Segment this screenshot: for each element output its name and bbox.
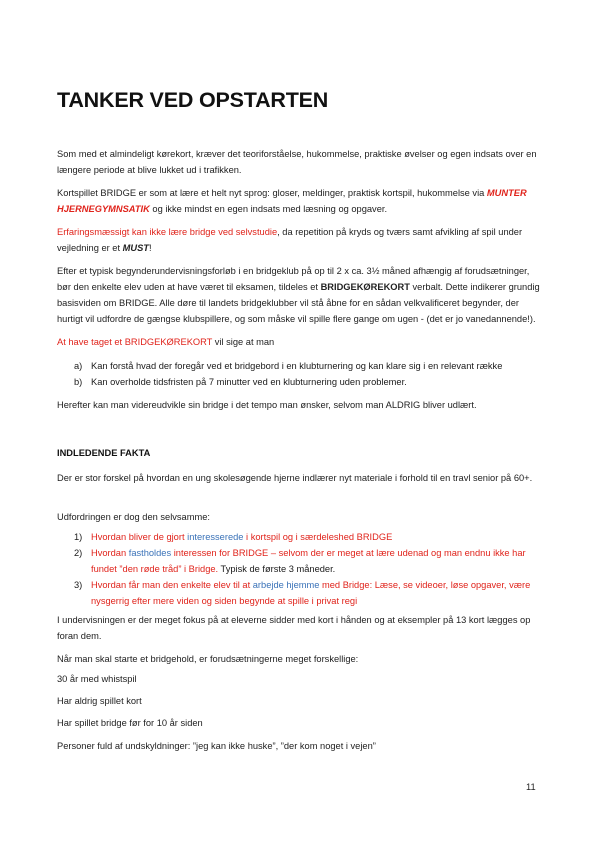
paragraph-further	[57, 397, 541, 413]
paragraph-course-text-c: verbalt. Dette indikerer grundig basisviden om BRIDGE. Alle døre til landets bridgeklubber vil stå åbne for en sådan velkvalificeret begynder, der hurtigt vil udfordre de gængse klubspillere, og som måske vil spille flere gange om ugen - (det er jo vanedannende!).	[57, 282, 540, 324]
list-item-text: Kan overholde tidsfristen på 7 minutter ved en klubturnering uden problemer.	[91, 377, 407, 387]
paragraph-never-played-text: Har aldrig spillet kort	[57, 696, 142, 706]
list-text-red: Hvordan bliver de gjort	[91, 532, 188, 542]
list-text-red: i kortspil og i særdeleshed BRIDGE	[243, 532, 393, 542]
paragraph-whist-text: 30 år med whistspil	[57, 674, 137, 684]
list-item	[57, 545, 541, 577]
paragraph-prerequisites-text: Når man skal starte et bridgehold, er forudsætningerne meget forskellige:	[57, 654, 359, 664]
list-text-blue: interesserede	[187, 532, 244, 542]
list-text-red: med Bridge: Læse, se videoer, løse opgaver, være nysgerrig efter mere viden og siden begynde at spille i privat regi	[91, 580, 531, 606]
paragraph-language-text-a: Kortspillet BRIDGE er som at lære et helt nyt sprog: gloser, meldinger, praktisk kortspil, hukommelse via	[57, 188, 487, 198]
page-title: TANKER VED OPSTARTEN	[57, 88, 329, 112]
paragraph-challenge	[57, 509, 541, 525]
list-item	[57, 577, 541, 609]
paragraph-never-played	[57, 693, 541, 709]
license-highlight: At have taget et BRIDGEKØREKORT	[57, 337, 213, 347]
paragraph-excuses-text: Personer fuld af undskyldninger: ”jeg kan ikke huske”, ”der kom noget i vejen”	[57, 741, 376, 751]
list-item	[57, 358, 541, 374]
paragraph-difference-text: Der er stor forskel på hvordan en ung skolesøgende hjerne indlærer nyt materiale i forhold til en travl senior på 60+.	[57, 473, 533, 483]
paragraph-experience-text-b: , da repetition på kryds og tværs samt afvikling af spil under vejledning er et	[57, 227, 523, 253]
paragraph-teaching-text: I undervisningen er der meget fokus på at eleverne sidder med kort i hånden og at eksempler på 13 kort lægges op foran dem.	[57, 615, 531, 641]
list-item	[57, 374, 541, 390]
paragraph-language	[57, 185, 541, 217]
bridgekorekort-bold: BRIDGEKØREKORT	[320, 282, 410, 292]
list-marker: a)	[74, 361, 83, 371]
paragraph-experience-text-d: !	[148, 243, 152, 253]
paragraph-challenge-text: Udfordringen er dog den selvsamme:	[57, 512, 210, 522]
paragraph-further-text: Herefter kan man videreudvikle sin bridge i det tempo man ønsker, selvom man ALDRIG bliver udlært.	[57, 400, 477, 410]
list-text-tail: Typisk de første 3 måneder.	[218, 564, 336, 574]
munter-hjernegymnastik-emphasis: MUNTER HJERNEGYMNSATIK	[57, 188, 527, 214]
list-item-text: Kan forstå hvad der foregår ved et bridgebord i en klubturnering og kan klare sig i en relevant række	[91, 361, 503, 371]
list-marker: 3)	[74, 580, 83, 590]
paragraph-teaching	[57, 612, 541, 644]
section-heading: INDLEDENDE FAKTA	[57, 448, 151, 458]
paragraph-language-text-c: og ikke mindst en egen indsats med læsning og opgaver.	[149, 204, 388, 214]
license-criteria-list	[57, 358, 541, 390]
paragraph-whist	[57, 671, 541, 687]
paragraph-experience	[57, 224, 541, 256]
paragraph-difference	[57, 470, 541, 486]
page-number: 11	[526, 782, 536, 792]
paragraph-intro	[57, 146, 541, 178]
paragraph-license-text-b: vil sige at man	[212, 337, 275, 347]
list-marker: b)	[74, 377, 83, 387]
paragraph-course-text-a: Efter et typisk begynderundervisningsforløb i en bridgeklub på op til 2 x ca. 3½ måned afhængig af forudsætninger, bør den enkelte elev uden at have været til eksamen, tildeles et	[57, 266, 530, 292]
list-item	[57, 529, 541, 545]
challenge-list	[57, 529, 541, 609]
paragraph-license	[57, 334, 541, 350]
paragraph-excuses	[57, 738, 541, 754]
paragraph-course	[57, 263, 541, 327]
list-text-red: interessen for BRIDGE – selvom der er meget at lære udenad og man endnu ikke har fundet ”den røde tråd” i Bridge.	[91, 548, 526, 574]
list-text-blue: arbejde hjemme	[252, 580, 320, 590]
paragraph-prerequisites	[57, 651, 541, 667]
list-marker: 1)	[74, 532, 83, 542]
list-text-red: Hvordan får man den enkelte elev til at	[91, 580, 253, 590]
experience-highlight: Erfaringsmæssigt kan ikke lære bridge ved selvstudie	[57, 227, 278, 237]
paragraph-played-before	[57, 715, 541, 731]
must-emphasis: MUST	[122, 243, 149, 253]
list-text-blue: fastholdes	[128, 548, 172, 558]
list-text-red: Hvordan	[91, 548, 129, 558]
list-marker: 2)	[74, 548, 83, 558]
paragraph-played-before-text: Har spillet bridge før for 10 år siden	[57, 718, 203, 728]
paragraph-intro-text: Som med et almindeligt kørekort, kræver det teoriforståelse, hukommelse, praktiske øvelser og egen indsats over en længere periode at blive lukket ud i trafikken.	[57, 149, 537, 175]
